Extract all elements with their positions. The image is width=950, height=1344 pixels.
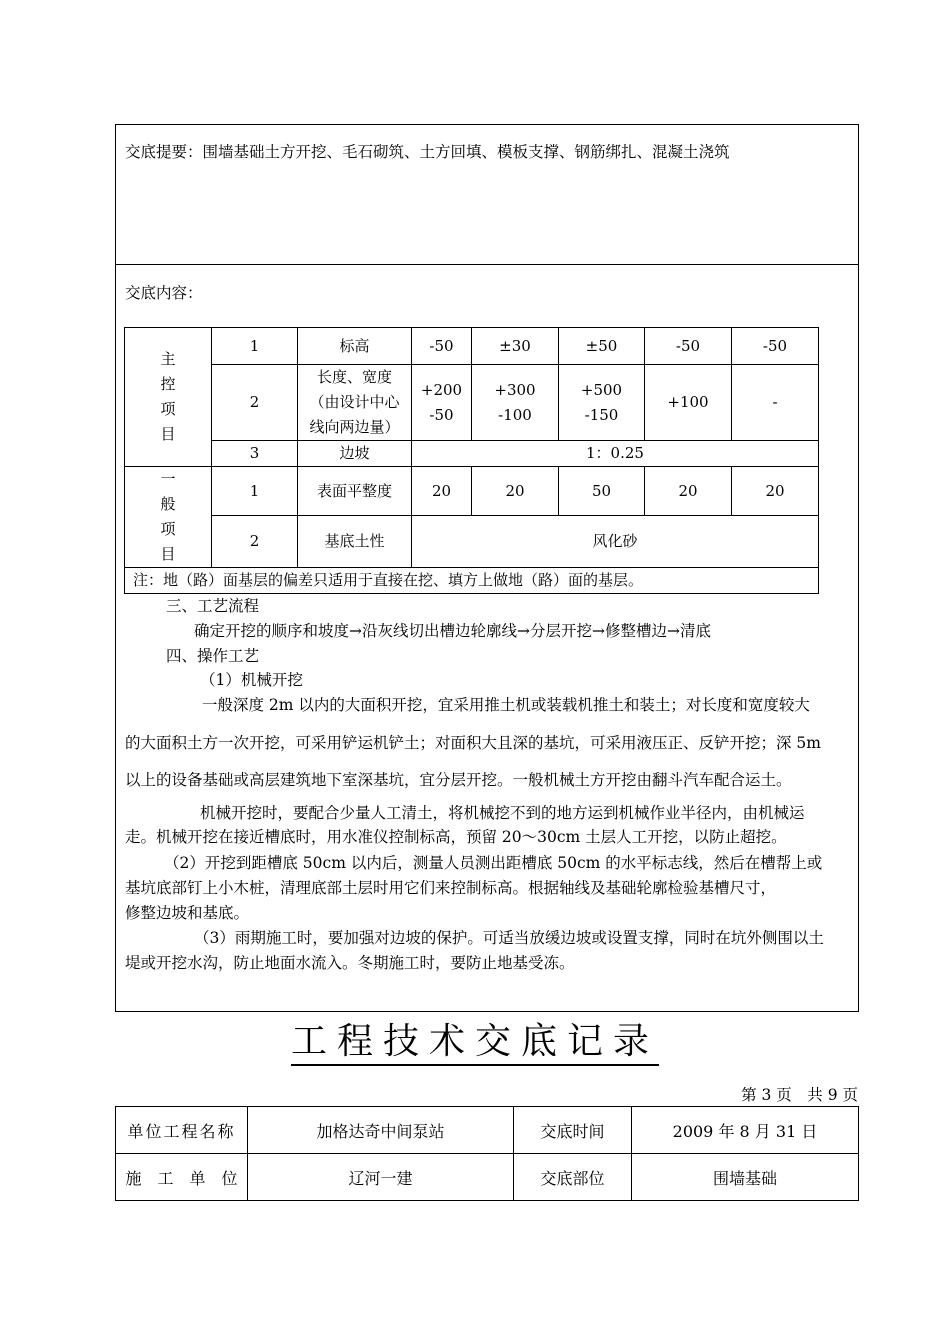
unit-name-label: 单位工程名称 xyxy=(116,1107,248,1154)
time-label: 交底时间 xyxy=(514,1107,632,1154)
row-item: 长度、宽度 （由设计中心 线向两边量） xyxy=(298,365,412,441)
paragraph-line: 以上的设备基础或高层建筑地下室深基坑，宜分层开挖。一般机械土方开挖由翻斗汽车配合运土。 xyxy=(125,771,792,789)
part-value: 围墙基础 xyxy=(632,1154,859,1201)
sub-heading: （1）机械开挖 xyxy=(200,671,303,689)
paragraph-line: 堤或开挖水沟，防止地面水流入。冬期施工时，要防止地基受冻。 xyxy=(125,954,575,972)
tolerance-table xyxy=(124,327,819,594)
row-value: ±50 xyxy=(559,328,645,365)
row-item: 边坡 xyxy=(298,441,412,467)
section-heading: 四、操作工艺 xyxy=(166,647,260,665)
row-value: -50 xyxy=(412,328,472,365)
content-label: 交底内容： xyxy=(125,284,203,302)
paragraph-line: 修整边坡和基底。 xyxy=(125,904,250,922)
part-label: 交底部位 xyxy=(514,1154,632,1201)
row-merged-value: 1：0.25 xyxy=(412,441,819,467)
time-value: 2009 年 8 月 31 日 xyxy=(632,1107,859,1154)
row-value: 20 xyxy=(645,467,732,516)
row-value: +500 -150 xyxy=(559,365,645,441)
process-flow: 确定开挖的顺序和坡度→沿灰线切出槽边轮廓线→分层开挖→修整槽边→清底 xyxy=(194,622,711,640)
section-heading: 三、工艺流程 xyxy=(166,597,260,615)
summary-text: 交底提要：围墙基础土方开挖、毛石砌筑、土方回填、模板支撑、钢筋绑扎、混凝土浇筑 xyxy=(125,143,730,161)
row-value: 20 xyxy=(732,467,819,516)
row-value: 50 xyxy=(559,467,645,516)
row-value: +200 -50 xyxy=(412,365,472,441)
paragraph-line: 的大面积土方一次开挖，可采用铲运机铲土；对面积大且深的基坑，可采用液压正、反铲开挖；深 5m xyxy=(125,734,821,752)
row-item: 标高 xyxy=(298,328,412,365)
builder-value: 辽河一建 xyxy=(248,1154,514,1201)
row-item: 基底土性 xyxy=(298,516,412,568)
row-value: -50 xyxy=(645,328,732,365)
row-merged-value: 风化砂 xyxy=(412,516,819,568)
row-no: 3 xyxy=(212,441,298,467)
paragraph-line: 一般深度 2m 以内的大面积开挖，宜采用推土机或装载机推土和装土；对长度和宽度较大 xyxy=(202,696,810,714)
row-value: -50 xyxy=(732,328,819,365)
row-value: ±30 xyxy=(472,328,559,365)
row-value: +300 -100 xyxy=(472,365,559,441)
paragraph-line: 走。机械开挖在接近槽底时，用水准仪控制标高，预留 20～30cm 土层人工开挖，以防止超挖。 xyxy=(125,828,787,846)
table-note: 注：地（路）面基层的偏差只适用于直接在挖、填方上做地（路）面的基层。 xyxy=(125,568,819,594)
builder-label: 施 工 单 位 xyxy=(116,1154,248,1201)
info-table xyxy=(115,1106,859,1201)
paragraph-line: （2）开挖到距槽底 50cm 以内后，测量人员测出距槽底 50cm 的水平标志线，然后在槽帮上或 xyxy=(164,854,823,872)
row-value: 20 xyxy=(472,467,559,516)
page-number: 第 3 页 共 9 页 xyxy=(741,1086,858,1104)
row-no: 1 xyxy=(212,467,298,516)
general-group: 一 般 项 目 xyxy=(125,467,212,568)
row-value: 20 xyxy=(412,467,472,516)
main-control-group: 主 控 项 目 xyxy=(125,328,212,467)
paragraph-line: 基坑底部钉上小木桩，清理底部土层时用它们来控制标高。根据轴线及基础轮廓检验基槽尺寸， xyxy=(125,879,777,897)
row-no: 2 xyxy=(212,365,298,441)
row-value: +100 xyxy=(645,365,732,441)
paragraph-line: 机械开挖时，要配合少量人工清土，将机械挖不到的地方运到机械作业半径内，由机械运 xyxy=(200,804,805,822)
row-item: 表面平整度 xyxy=(298,467,412,516)
row-value: - xyxy=(732,365,819,441)
unit-name-value: 加格达奇中间泵站 xyxy=(248,1107,514,1154)
row-no: 2 xyxy=(212,516,298,568)
paragraph-line: （3）雨期施工时，要加强对边坡的保护。可适当放缓边坡或设置支撑，同时在坑外侧围以土 xyxy=(194,929,824,947)
row-no: 1 xyxy=(212,328,298,365)
summary-divider xyxy=(115,264,859,265)
page-title: 工程技术交底记录 xyxy=(0,1013,950,1064)
